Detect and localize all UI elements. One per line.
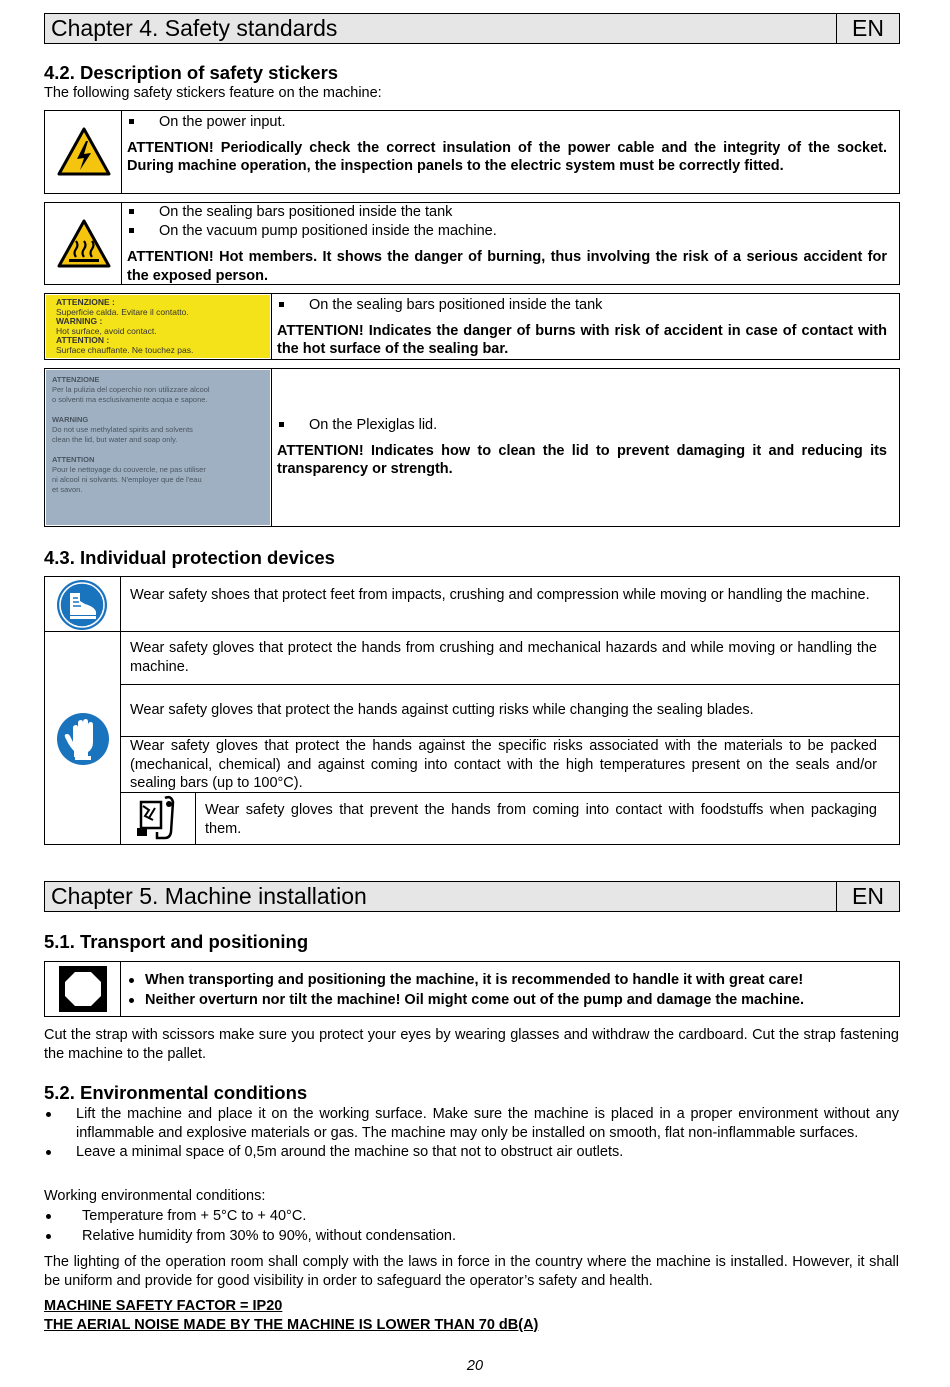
list-item: Lift the machine and place it on the working surface. Make sure the machine is placed in a proper environment without any inflammable and explosive materials or gas. The machine may only be installed on smooth, flat non-inflammable surfaces. — [44, 1105, 899, 1142]
sticker-row-hot-surface — [44, 202, 900, 285]
list-item: Relative humidity from 30% to 90%, without condensation. — [44, 1227, 899, 1246]
sticker-row-electrical — [44, 110, 900, 194]
electrical-hazard-icon — [57, 127, 111, 183]
section-heading-5-1: 5.1. Transport and positioning — [44, 931, 309, 952]
chapter-5-header — [44, 881, 900, 912]
list-item: Temperature from + 5°C to + 40°C. — [44, 1207, 899, 1226]
hot-surface-sticker-image: ATTENZIONE : Superficie calda. Evitare il contatto. WARNING : Hot surface, avoid contact. ATTENTION : Surface chauffante. Ne touchez pas. — [46, 295, 270, 358]
ppe-table — [44, 576, 900, 845]
list-item: On the Plexiglas lid. — [277, 416, 887, 435]
section-heading-4-3: 4.3. Individual protection devices — [44, 547, 335, 568]
warning-icon — [59, 966, 107, 1018]
transport-warning-box — [44, 961, 900, 1017]
lid-cleaning-sticker-image: ATTENZIONE Per la pulizia del coperchio non utilizzare alcool o solventi ma esclusivamente acqua e sapone. WARNING Do not use methylated spirits and solvents clean the lid, but water and soap only. ATTENTION Pour le nettoyage du couvercle, ne pas utiliser ni alcool ni solvants. N'employer que de l'eau et savon. — [46, 370, 270, 525]
safety-shoes-icon — [56, 579, 108, 637]
section-heading-5-2: 5.2. Environmental conditions — [44, 1082, 308, 1103]
chapter-4-header — [44, 13, 900, 44]
ppe-row: Wear safety gloves that protect the hands against cutting risks while changing the sealing blades. — [130, 702, 754, 718]
sticker-row-plexiglas-lid — [44, 368, 900, 527]
paragraph: The lighting of the operation room shall comply with the laws in force in the country where the machine is installed. However, it shall be uniform and provide for good visibility in order to safeguard the operator’s safety and health. — [44, 1254, 899, 1289]
section-intro: The following safety stickers feature on the machine: — [44, 85, 382, 101]
food-contact-gloves-icon — [133, 794, 183, 848]
list-item: On the power input. — [127, 113, 887, 132]
language-tag: EN — [836, 14, 899, 43]
list-item: On the sealing bars positioned inside the tank — [127, 203, 887, 222]
ppe-row: Wear safety shoes that protect feet from impacts, crushing and compression while moving or handling the machine. — [130, 587, 870, 603]
list-item: On the vacuum pump positioned inside the machine. — [127, 222, 887, 241]
attention-text: ATTENTION! Hot members. It shows the danger of burning, thus involving the risk of a serious accident for the exposed person. — [127, 249, 887, 284]
attention-text: ATTENTION! Indicates the danger of burns with risk of accident in case of contact with the hot surface of the sealing bar. — [277, 322, 887, 357]
list-item: When transporting and positioning the machine, it is recommended to handle it with great care! — [127, 971, 887, 990]
attention-text: ATTENTION! Indicates how to clean the lid to prevent damaging it and reducing its transparency or strength. — [277, 442, 887, 477]
ppe-row: Wear safety gloves that protect the hands against the specific risks associated with the materials to be packed (mechanical, chemical) and against coming into contact with the high temperatures present on the seals and/or sealing bars (up to 100°C). — [130, 738, 877, 791]
attention-text: ATTENTION! Periodically check the correct insulation of the power cable and the integrity of the socket. During machine operation, the inspection panels to the electric system must be correctly fitted. — [127, 139, 887, 174]
section-heading-4-2: 4.2. Description of safety stickers — [44, 62, 339, 83]
safety-gloves-icon — [56, 712, 110, 772]
paragraph: Cut the strap with scissors make sure you protect your eyes by wearing glasses and withdraw the cardboard. Cut the strap fastening the machine to the pallet. — [44, 1027, 899, 1062]
hot-surface-icon — [57, 219, 111, 275]
safety-factor: MACHINE SAFETY FACTOR = IP20 — [44, 1298, 283, 1314]
paragraph: Working environmental conditions: — [44, 1188, 266, 1204]
noise-level: THE AERIAL NOISE MADE BY THE MACHINE IS LOWER THAN 70 dB(A) — [44, 1317, 539, 1333]
page-number: 20 — [466, 1358, 484, 1374]
language-tag: EN — [836, 882, 899, 911]
list-item: On the sealing bars positioned inside the tank — [277, 296, 887, 315]
chapter-title: Chapter 4. Safety standards — [51, 15, 338, 41]
chapter-title: Chapter 5. Machine installation — [51, 883, 367, 909]
ppe-row: Wear safety gloves that protect the hands from crushing and mechanical hazards and while moving or handling the machine. — [130, 640, 877, 675]
list-item: Leave a minimal space of 0,5m around the machine so that not to obstruct air outlets. — [44, 1143, 899, 1162]
ppe-row: Wear safety gloves that prevent the hands from coming into contact with foodstuffs when packaging them. — [205, 802, 877, 837]
list-item: Neither overturn nor tilt the machine! Oil might come out of the pump and damage the machine. — [127, 991, 887, 1010]
sticker-row-hot-sealing-bar — [44, 293, 900, 360]
